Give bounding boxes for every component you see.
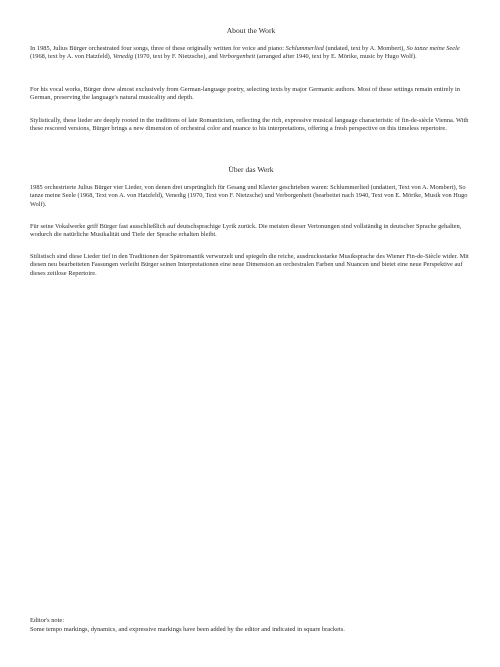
english-paragraph-2: For his vocal works, Bürger drew almost exclusively from German-language poetry, selecting texts by major Germanic authors. Most of these settings remain entirely in German, preserving the language's natural musicality and depth. xyxy=(30,86,460,102)
german-paragraph-3: Stilistisch sind diese Lieder tief in den Traditionen der Spätromantik verwurzelt und spiegeln die reiche, ausdrucksstarke Musiksprache des Wiener Fin-de-Siècle wider. Mit diesen neu bearbeiteten Fassungen verleiht Bürger seinen Interpretationen eine neue Dimension an orchestralen Farben und Nuancen und bietet eine neue Perspektive auf dieses zeitlose Repertoire. xyxy=(30,253,469,277)
german-paragraph-1: 1985 orchestrierte Julius Bürger vier Lieder, von denen drei ursprünglich für Gesang und Klavier geschrieben waren: Schlummerlied (undatiert, Text von A. Mombert), So tanze meine Seele (1968, Text von A. von Hatzfeld), Venedig (1970, Text von F. Nietzsche) und Verborgenheit (bearbeitet nach 1940, Text von E. Mörike, Musik von Hugo Wolf). xyxy=(30,184,468,208)
document-page xyxy=(30,0,472,667)
title-so-tanze-meine-seele: So tanze meine Seele xyxy=(406,45,460,52)
editors-note-label: Editor's note: xyxy=(30,617,64,624)
english-paragraph-1: In 1985, Julius Bürger orchestrated four songs, three of these originally written for voice and piano: Schlummerlied (undated, text by A. Mombert), So tanze meine Seele (1968, text by A. von Hatzfeld), Venedig (1970, text by F. Nietzsche), and Verborgenheit (arranged after 1940, text by E. Mörike, music by Hugo Wolf). xyxy=(30,45,460,61)
title-venedig: Venedig xyxy=(112,53,134,61)
editors-note xyxy=(30,617,490,634)
title-verborgenheit: Verborgenheit xyxy=(219,53,256,61)
german-heading: Über das Werk xyxy=(228,165,274,174)
editors-note-text: Some tempo markings, dynamics, and expressive markings have been added by the editor and indicated in square brackets. xyxy=(30,625,345,633)
english-paragraph-3: Stylistically, these lieder are deeply rooted in the traditions of late Romanticism, reflecting the rich, expressive musical language characteristic of fin-de-siècle Vienna. With these rescored versions, Bürger brings a new dimension of orchestral color and nuance to his interpretations, offering a fresh perspective on this timeless repertoire. xyxy=(30,117,469,133)
german-paragraph-2: Für seine Vokalwerke griff Bürger fast ausschließlich auf deutschsprachige Lyrik zurück. Die meisten dieser Vertonungen sind vollständig in deutscher Sprache gehalten, wodurch die natürliche Musikalität und Tiefe der Sprache erhalten bleibt. xyxy=(30,223,462,239)
english-heading: About the Work xyxy=(226,26,276,35)
title-schlummerlied: Schlummerlied xyxy=(285,45,324,52)
